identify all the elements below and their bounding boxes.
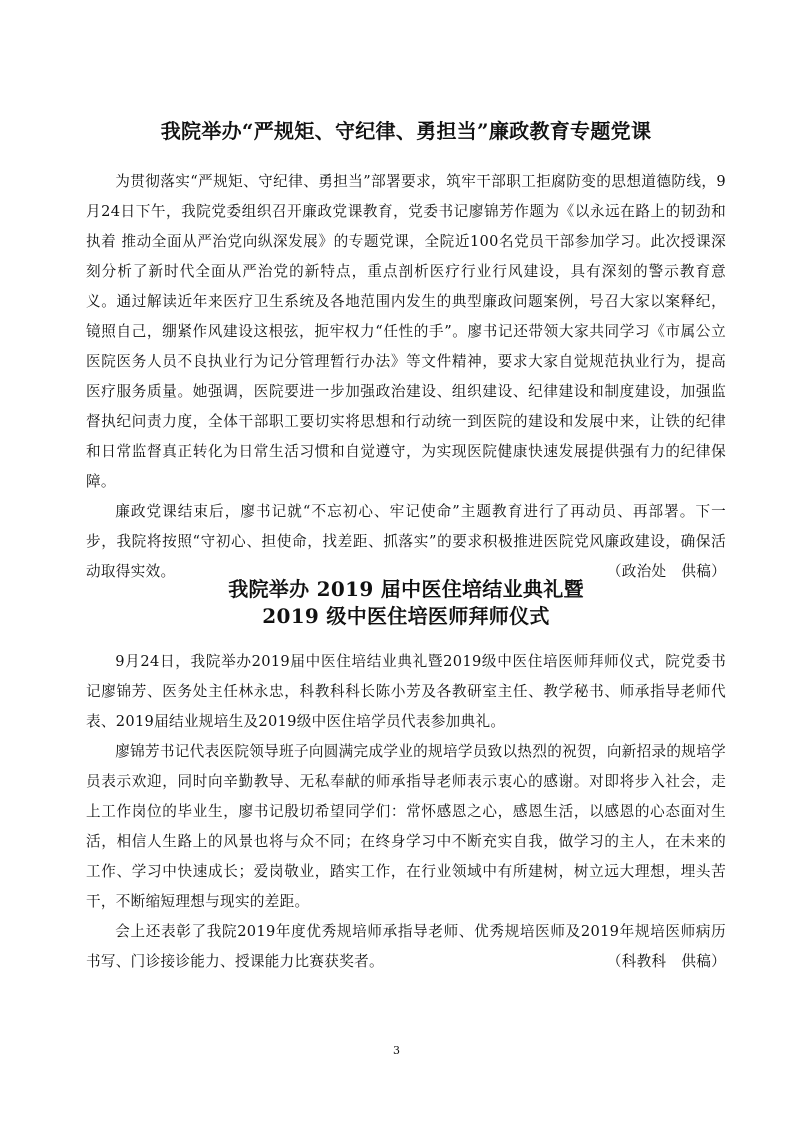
- article-title: [86, 576, 726, 630]
- article-paragraph: 9月24日，我院举办2019届中医住培结业典礼暨2019级中医住培医师拜师仪式，院党委书记廖锦芳、医务处主任林永忠，科教科科长陈小芳及各教研室主任、教学秘书、师承指导老师代表、2019届结业规培生及2019级中医住培学员代表参加典礼。: [86, 653, 726, 730]
- article-credit: （科教科 供稿）: [606, 953, 726, 970]
- article-paragraph: [86, 917, 726, 977]
- article-paragraph: 为贯彻落实“严规矩、守纪律、勇担当”部署要求，筑牢干部职工拒腐防变的思想道德防线，9月24日下午，我院党委组织召开廉政党课教育，党委书记廖锦芳作题为《以永远在路上的韧劲和执着 推动全面从严治党向纵深发展》的专题党课，全院近100名党员干部参加学习。此次授课深刻分析了新时代全面从严治党的新特点，重点剖析医疗行业行风建设，具有深刻的警示教育意义。通过解读近年来医疗卫生系统及各地范围内发生的典型廉政问题案例，号召大家以案释纪，镜照自己，绷紧作风建设这根弦，扼牢权力“任性的手”。廖书记还带领大家共同学习《市属公立医院医务人员不良执业行为记分管理暂行办法》等文件精神，要求大家自觉规范执业行为，提高医疗服务质量。她强调，医院要进一步加强政治建设、组织建设、纪律建设和制度建设，加强监督执纪问责力度，全体干部职工要切实将思想和行动统一到医院的建设和发展中来，让铁的纪律和日常监督真正转化为日常生活习惯和自觉遵守，为实现医院健康快速发展提供强有力的纪律保障。: [86, 173, 726, 490]
- article-credit: （政治处 供稿）: [606, 563, 726, 580]
- article-paragraph-text: 廉政党课结束后，廖书记就“不忘初心、牢记使命”主题教育进行了再动员、再部署。下一步，我院将按照“守初心、担使命，找差距、抓落实”的要求积极推进医院党风廉政建设，确保活动取得实效。: [86, 503, 726, 580]
- article-anti-corruption-lecture: [86, 118, 726, 587]
- article-paragraph: [86, 497, 726, 587]
- article-title-line: 2019 级中医住培医师拜师仪式: [262, 604, 550, 628]
- article-graduation-ceremony: [86, 576, 726, 977]
- article-title-line: 我院举办 2019 届中医住培结业典礼暨: [228, 577, 584, 601]
- article-paragraph: 廖锦芳书记代表医院领导班子向圆满完成学业的规培学员致以热烈的祝贺，向新招录的规培学员表示欢迎，同时向辛勤教导、无私奉献的师承指导老师表示衷心的感谢。对即将步入社会，走上工作岗位的毕业生，廖书记殷切希望同学们：常怀感恩之心，感恩生活，以感恩的心态面对生活，相信人生路上的风景也将与众不同；在终身学习中不断充实自我，做学习的主人，在未来的工作、学习中快速成长；爱岗敬业，踏实工作，在行业领域中有所建树，树立远大理想，埋头苦干，不断缩短理想与现实的差距。: [86, 743, 726, 910]
- article-title: [86, 118, 726, 145]
- article-paragraph-text: 会上还表彰了我院2019年度优秀规培师承指导老师、优秀规培医师及2019年规培医师病历书写、门诊接诊能力、授课能力比赛获奖者。: [86, 923, 726, 970]
- page-number: 3: [393, 1044, 400, 1057]
- article-title-line: 我院举办“严规矩、守纪律、勇担当”廉政教育专题党课: [160, 119, 652, 143]
